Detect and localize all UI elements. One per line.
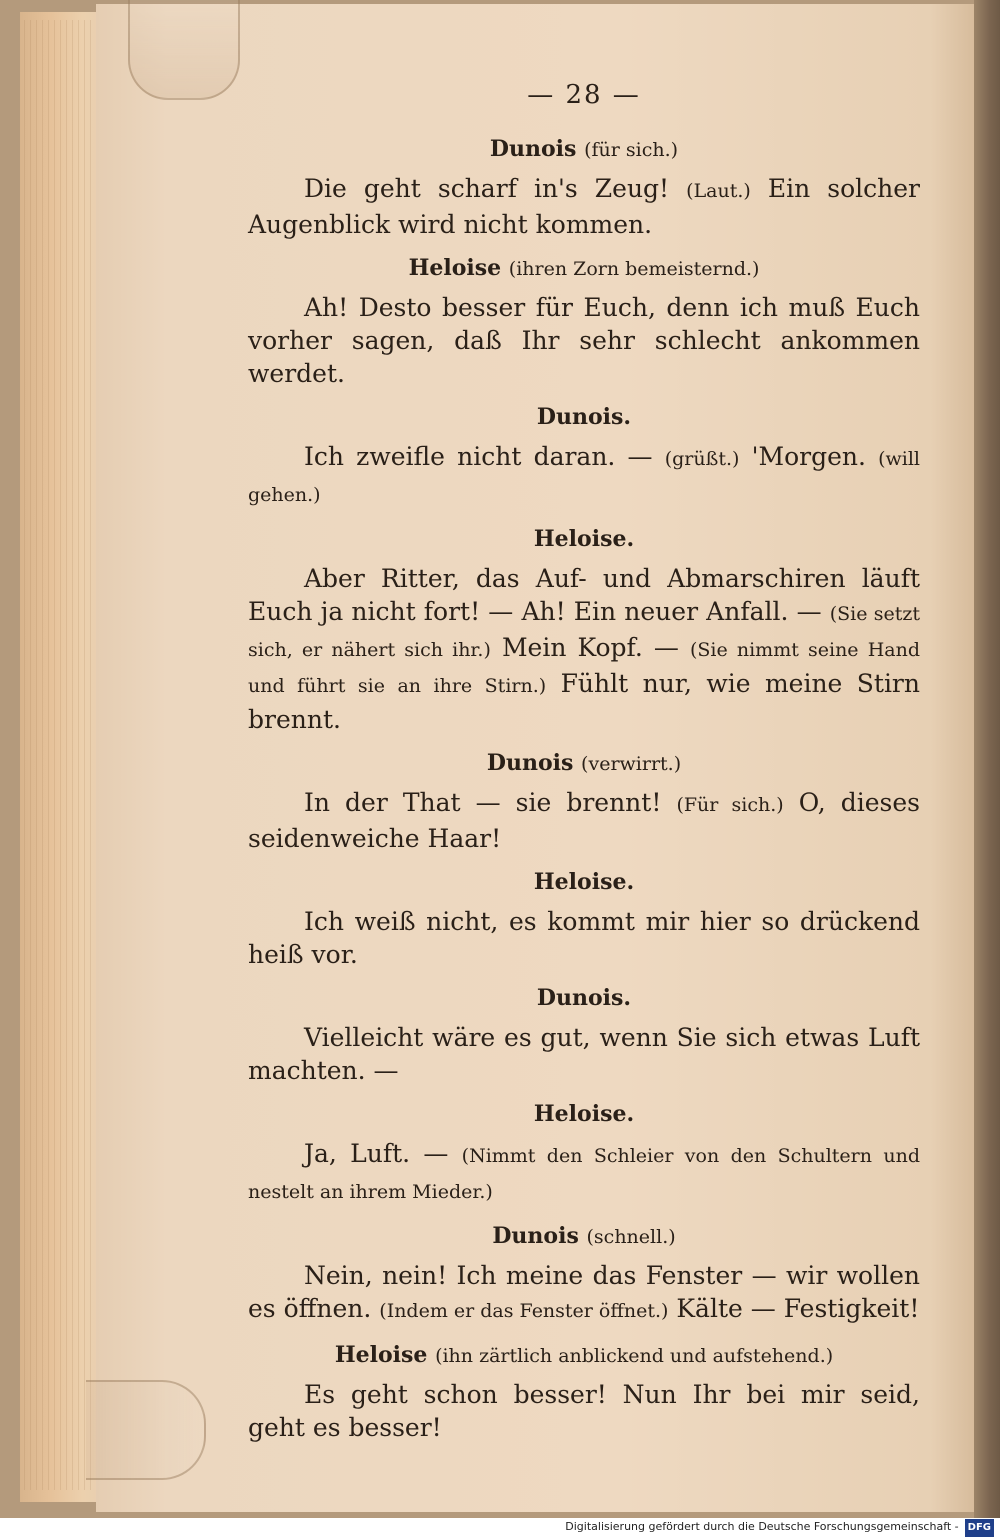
dialogue-line xyxy=(248,1137,920,1209)
dialogue-line xyxy=(248,1378,920,1444)
speaker-heading xyxy=(248,404,920,430)
spoken-text: Es geht schon besser! Nun Ihr bei mir seid, geht es besser! xyxy=(248,1380,920,1442)
page-number: — 28 — xyxy=(527,80,641,110)
spoken-text: Ich zweifle nicht daran. — xyxy=(304,442,665,471)
inline-stage-direction: (grüßt.) xyxy=(664,448,740,470)
dialogue-line xyxy=(248,440,920,512)
spoken-text: Ah! Desto besser für Euch, denn ich muß Euch vorher sagen, daß Ihr sehr schlecht ankommen werdet. xyxy=(248,293,920,388)
speaker-heading xyxy=(248,255,920,281)
dialogue-line xyxy=(248,172,920,241)
inline-stage-direction: (Sie setzt sich, er nähert sich ihr.) xyxy=(248,603,920,661)
page-clip-top xyxy=(128,0,240,100)
speaker-heading xyxy=(248,1223,920,1249)
speaker-name: Heloise. xyxy=(533,526,635,552)
speaker-name: Dunois xyxy=(486,750,574,776)
inline-stage-direction: (Sie nimmt seine Hand und führt sie an ihre Stirn.) xyxy=(248,639,920,697)
dialogue-line xyxy=(248,786,920,855)
inline-stage-direction: (Indem er das Fenster öffnet.) xyxy=(379,1300,669,1322)
spoken-text: Fühlt nur, wie meine Stirn brennt. xyxy=(248,669,920,734)
speaker-name: Heloise. xyxy=(533,869,635,895)
spoken-text: Mein Kopf. — xyxy=(490,633,690,662)
speaker-heading xyxy=(248,1342,920,1368)
dialogue-line xyxy=(248,905,920,971)
footer xyxy=(0,1518,1000,1536)
stage-direction: (ihn zärtlich anblickend und aufstehend.) xyxy=(435,1345,834,1367)
speaker-name: Dunois. xyxy=(536,985,632,1011)
stage-direction: (für sich.) xyxy=(584,139,679,161)
spoken-text: 'Morgen. xyxy=(739,442,879,471)
speaker-name: Dunois. xyxy=(536,404,632,430)
speaker-heading xyxy=(248,985,920,1011)
spoken-text: In der That — sie brennt! xyxy=(304,788,677,817)
spoken-text: Ich weiß nicht, es kommt mir hier so drückend heiß vor. xyxy=(248,907,920,969)
speaker-name: Dunois xyxy=(492,1223,579,1249)
inline-stage-direction: (Nimmt den Schleier von den Schultern und nestelt an ihrem Mieder.) xyxy=(248,1145,920,1203)
inline-stage-direction: (will gehen.) xyxy=(248,448,920,506)
dialogue xyxy=(248,136,920,1444)
speaker-name: Dunois xyxy=(489,136,577,162)
spoken-text: Kälte — Festigkeit! xyxy=(668,1294,920,1323)
page-stack-lines xyxy=(24,20,94,1490)
page-clip-bottom xyxy=(86,1380,206,1480)
spoken-text: Ein solcher Augenblick wird nicht kommen. xyxy=(248,174,921,239)
spoken-text: Vielleicht wäre es gut, wenn Sie sich etwas Luft machten. — xyxy=(248,1023,920,1085)
speaker-name: Heloise. xyxy=(533,1101,635,1127)
speaker-name: Heloise xyxy=(334,1342,428,1368)
speaker-heading xyxy=(248,869,920,895)
stage-direction: (verwirrt.) xyxy=(581,753,682,775)
spoken-text: O, dieses seidenweiche Haar! xyxy=(248,788,920,853)
dfg-logo: DFG xyxy=(965,1519,994,1537)
inline-stage-direction: (Für sich.) xyxy=(676,794,784,816)
dialogue-line xyxy=(248,291,920,390)
dialogue-line xyxy=(248,1021,920,1087)
stage-direction: (ihren Zorn bemeisternd.) xyxy=(508,258,760,280)
speaker-heading xyxy=(248,750,920,776)
inline-stage-direction: (Laut.) xyxy=(686,180,751,202)
speaker-heading xyxy=(248,526,920,552)
speaker-heading xyxy=(248,1101,920,1127)
speaker-name: Heloise xyxy=(408,255,502,281)
spoken-text: Die geht scharf in's Zeug! xyxy=(304,174,687,203)
page-text xyxy=(248,80,920,1444)
footer-credit: Digitalisierung gefördert durch die Deutsche Forschungsgemeinschaft - xyxy=(565,1520,959,1533)
book-binding-edge xyxy=(974,0,1000,1518)
dialogue-line xyxy=(248,562,920,736)
speaker-heading xyxy=(248,136,920,162)
spoken-text: Aber Ritter, das Auf- und Abmarschiren läuft Euch ja nicht fort! — Ah! Ein neuer Anfall. — xyxy=(248,564,920,626)
spoken-text: Nein, nein! Ich meine das Fenster — wir wollen es öffnen. xyxy=(248,1261,920,1323)
dialogue-line xyxy=(248,1259,920,1328)
spoken-text: Ja, Luft. — xyxy=(304,1139,462,1168)
stage-direction: (schnell.) xyxy=(586,1226,676,1248)
